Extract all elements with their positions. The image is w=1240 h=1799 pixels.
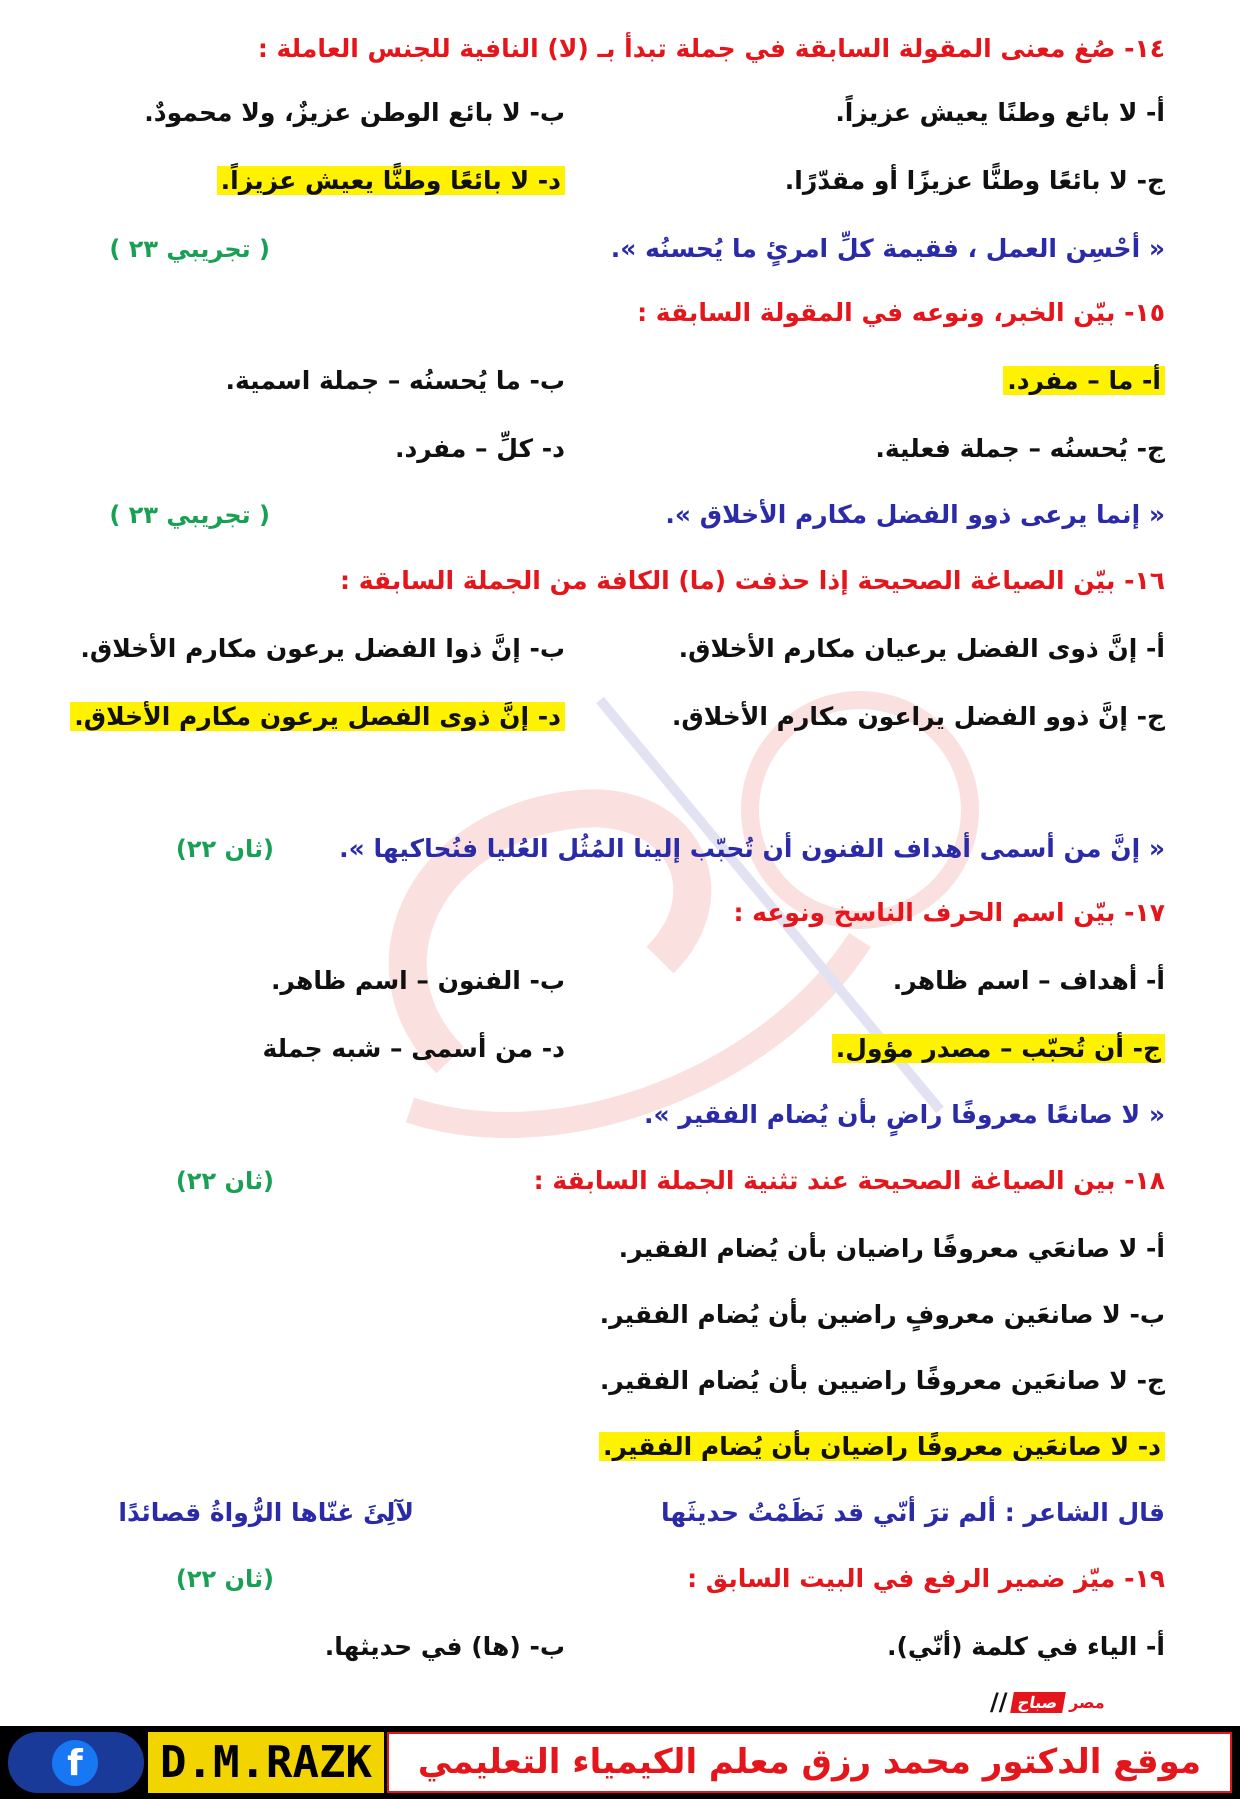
q14-question: ١٤- صُغ معنى المقولة السابقة في جملة تبدأ بـ (لا) النافية للجنس العاملة : — [257, 34, 1165, 63]
q15-question: ١٥- بيّن الخبر، ونوعه في المقولة السابقة : — [637, 298, 1165, 327]
sabah-masr-logo — [990, 1688, 1105, 1716]
q17-option-c — [832, 1030, 1165, 1068]
q18-option-d — [599, 1428, 1165, 1466]
q18-option-b: ب- لا صانعَين معروفٍ راضين بأن يُضام الفقير. — [599, 1300, 1165, 1329]
footer-brand: D.M.RAZK — [148, 1732, 384, 1793]
q15-answer-highlight: أ- ما – مفرد. — [1003, 366, 1165, 395]
footer-site-title: موقع الدكتور محمد رزق معلم الكيمياء التعليمي — [387, 1732, 1232, 1793]
q17-answer-highlight: ج- أن تُحبّب – مصدر مؤول. — [832, 1034, 1165, 1063]
q17-option-a: أ- أهداف – اسم ظاهر. — [892, 966, 1165, 995]
q18-question: ١٨- بين الصياغة الصحيحة عند تثنية الجملة السابقة : — [533, 1166, 1165, 1195]
quote3-text: « إنَّ من أسمى أهداف الفنون أن تُحبّب إلينا المُثُل العُليا فنُحاكيها ». — [339, 834, 1165, 863]
q14-option-d — [217, 162, 565, 200]
q16-option-d — [70, 698, 565, 736]
q17-option-d: د- من أسمى – شبه جملة — [262, 1034, 565, 1063]
q18-source: (ثان ٢٢) — [175, 1167, 274, 1195]
q19-question: ١٩- ميّز ضمير الرفع في البيت السابق : — [687, 1564, 1165, 1593]
q18-option-c: ج- لا صانعَين معروفًا راضيين بأن يُضام الفقير. — [599, 1366, 1165, 1395]
q16-option-b: ب- إنَّ ذوا الفضل يرعون مكارم الأخلاق. — [80, 634, 565, 663]
q15-option-b: ب- ما يُحسنُه – جملة اسمية. — [225, 366, 565, 395]
q14-option-b: ب- لا بائع الوطن عزيزٌ، ولا محمودٌ. — [144, 98, 565, 127]
q18-answer-highlight: د- لا صانعَين معروفًا راضيان بأن يُضام الفقير. — [599, 1432, 1165, 1461]
poem-second-hemistich: لآلِئَ غنّاها الرُّواةُ قصائدًا — [118, 1498, 414, 1527]
q19-option-a: أ- الياء في كلمة (أنّي). — [886, 1632, 1165, 1661]
logo-word: مصر — [1069, 1692, 1105, 1712]
q19-source: (ثان ٢٢) — [175, 1565, 274, 1593]
q19-option-b: ب- (ها) في حديثها. — [324, 1632, 565, 1661]
quote3-source: (ثان ٢٢) — [175, 835, 274, 863]
facebook-icon: f — [52, 1740, 98, 1786]
quote1-source: ( تجريبي ٢٣ ) — [109, 235, 270, 263]
quote2-source: ( تجريبي ٢٣ ) — [109, 501, 270, 529]
q15-option-c: ج- يُحسنُه – جملة فعلية. — [875, 434, 1165, 463]
q14-option-c: ج- لا بائعًا وطنًّا عزيزًا أو مقدّرًا. — [784, 166, 1165, 195]
q16-option-c: ج- إنَّ ذوو الفضل يراعون مكارم الأخلاق. — [671, 702, 1165, 731]
q18-option-a: أ- لا صانعَي معروفًا راضيان بأن يُضام الفقير. — [618, 1234, 1165, 1263]
quote4-text: « لا صانعًا معروفًا راضٍ بأن يُضام الفقير ». — [643, 1100, 1165, 1129]
q15-option-a — [1003, 362, 1165, 400]
q16-question: ١٦- بيّن الصياغة الصحيحة إذا حذفت (ما) الكافة من الجملة السابقة : — [340, 566, 1165, 595]
poem-first-hemistich: قال الشاعر : ألم ترَ أنّي قد نَظَمْتُ حديثَها — [661, 1498, 1165, 1527]
footer-banner — [0, 1726, 1240, 1799]
quote1-text: « أحْسِن العمل ، فقيمة كلِّ امرئٍ ما يُحسنُه ». — [610, 234, 1165, 263]
q16-answer-highlight: د- إنَّ ذوى الفصل يرعون مكارم الأخلاق. — [70, 702, 565, 731]
q15-option-d: د- كلِّ – مفرد. — [394, 434, 565, 463]
logo-bars-icon: // — [990, 1688, 1008, 1716]
q14-answer-highlight: د- لا بائعًا وطنًّا يعيش عزيزاً. — [217, 166, 565, 195]
quote2-text: « إنما يرعى ذوو الفضل مكارم الأخلاق ». — [665, 500, 1165, 529]
q16-option-a: أ- إنَّ ذوى الفضل يرعيان مكارم الأخلاق. — [678, 634, 1165, 663]
q17-question: ١٧- بيّن اسم الحرف الناسخ ونوعه : — [733, 898, 1165, 927]
q14-option-a: أ- لا بائع وطنًا يعيش عزيزاً. — [835, 98, 1165, 127]
logo-box: صباح — [1010, 1692, 1065, 1713]
q17-option-b: ب- الفنون – اسم ظاهر. — [270, 966, 565, 995]
facebook-badge[interactable] — [8, 1732, 144, 1793]
